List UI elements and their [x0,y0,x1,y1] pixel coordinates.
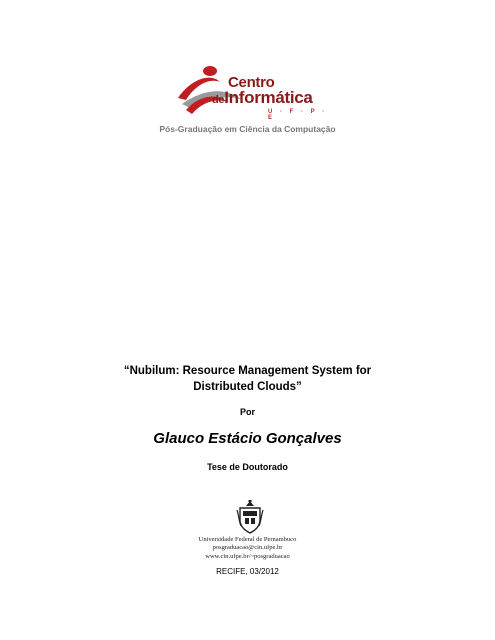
university-website: www.cin.ufpe.br/~posgraduacao [205,552,290,560]
logo-text-centro: Centro [228,74,275,91]
thesis-title-line2: Distributed Clouds” [193,381,302,393]
logo-text-informatica [212,88,313,108]
logo-text-ufpe: U · F · P · E [268,109,328,121]
by-label: Por [239,407,255,417]
thesis-title-line1: “Nubilum: Resource Management System for [123,365,372,377]
university-crest-icon [236,500,264,534]
author-name: Glauco Estácio Gonçalves [153,430,342,447]
program-subtitle: Pós-Graduação em Ciência da Computação [159,124,336,134]
university-info [0,536,495,561]
place-date: RECIFE, 03/2012 [216,567,279,576]
thesis-type: Tese de Doutorado [207,462,288,472]
university-name: Universidade Federal de Pernambuco [198,536,297,543]
university-email: posgraduacao@cin.ufpe.br [212,544,283,552]
logo-text-informatica-word: Informática [224,88,313,107]
centro-de-informatica-logo [172,60,332,124]
thesis-title [90,363,405,395]
logo-text-de: de [212,94,225,106]
